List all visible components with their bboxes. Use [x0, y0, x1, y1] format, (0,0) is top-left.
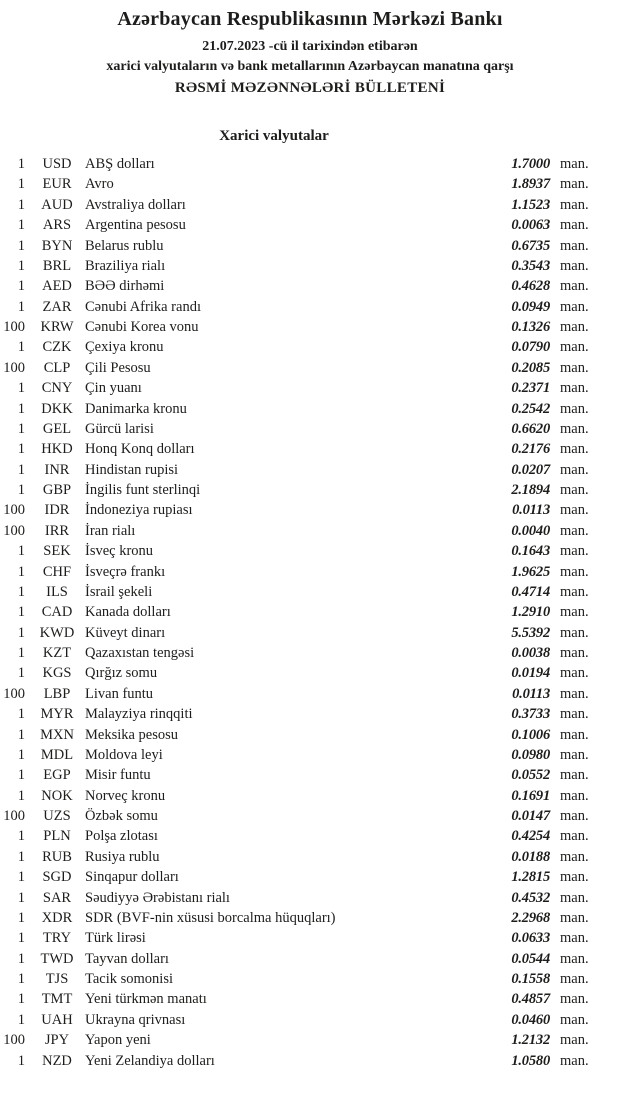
table-row	[0, 419, 620, 439]
currency-code: RUB	[42, 848, 72, 865]
unit-label: man.	[560, 767, 589, 784]
currency-code: AUD	[41, 196, 73, 213]
quantity-value: 1	[17, 665, 25, 682]
currency-code: PLN	[43, 828, 71, 845]
quantity-value: 100	[3, 359, 25, 376]
table-row	[0, 1010, 620, 1030]
currency-code: LBP	[43, 685, 71, 702]
currency-name: Özbək somu	[85, 808, 158, 824]
unit-label: man.	[560, 359, 589, 376]
document-header	[0, 0, 620, 98]
rate-value: 0.0038	[511, 645, 550, 661]
quantity-value: 1	[17, 889, 25, 906]
currency-name: Meksika pesosu	[85, 726, 179, 743]
currency-name: Qazaxıstan tengəsi	[85, 645, 195, 661]
rate-value: 0.6735	[511, 237, 550, 254]
unit-label: man.	[560, 685, 589, 702]
quantity-value: 1	[17, 400, 25, 417]
quantity-value: 1	[17, 604, 25, 621]
quantity-value: 1	[17, 543, 25, 560]
table-row	[0, 684, 620, 704]
bulletin-title: RƏSMİ MƏZƏNNƏLƏRİ BÜLLETENİ	[174, 80, 446, 96]
currency-name: Hindistan rupisi	[85, 461, 179, 478]
unit-label: man.	[560, 1032, 589, 1049]
currency-code: XDR	[41, 909, 73, 926]
table-row	[0, 867, 620, 887]
currency-name: Yeni Zelandiya dolları	[85, 1052, 215, 1069]
table-row	[0, 826, 620, 846]
currency-name: Argentina pesosu	[85, 217, 186, 234]
currency-code: HKD	[41, 441, 73, 458]
currency-name: Çili Pesosu	[85, 359, 151, 376]
currency-code: GBP	[42, 482, 72, 498]
table-row	[0, 521, 620, 541]
currency-name: Malayziya rinqqiti	[85, 706, 193, 723]
currency-name: İndoneziya rupiası	[85, 502, 193, 519]
rate-value: 0.0207	[511, 461, 550, 478]
table-row	[0, 337, 620, 357]
currency-name: İsveçrə frankı	[85, 563, 166, 580]
unit-label: man.	[560, 787, 589, 804]
table-row	[0, 236, 620, 256]
currency-name: Küveyt dinarı	[85, 624, 166, 641]
currency-code: AED	[42, 278, 72, 295]
quantity-value: 100	[3, 522, 25, 539]
bank-name-title: Azərbaycan Respublikasının Mərkəzi Bankı	[117, 8, 503, 30]
unit-label: man.	[560, 441, 589, 458]
table-row	[0, 725, 620, 745]
quantity-value: 1	[17, 848, 25, 865]
currency-name: BƏƏ dirhəmi	[85, 278, 165, 295]
unit-label: man.	[560, 909, 589, 926]
currency-code: NOK	[41, 787, 73, 804]
currency-name: Avro	[85, 176, 114, 193]
rate-value: 0.0633	[511, 930, 550, 947]
quantity-value: 100	[3, 808, 25, 824]
quantity-value: 1	[17, 441, 25, 458]
currency-code: ZAR	[42, 298, 72, 315]
currency-name: Çin yuanı	[85, 380, 142, 397]
unit-label: man.	[560, 217, 589, 234]
table-row	[0, 378, 620, 398]
quantity-value: 1	[17, 624, 25, 641]
table-row	[0, 1051, 620, 1071]
unit-label: man.	[560, 991, 589, 1008]
unit-label: man.	[560, 176, 589, 193]
rate-value: 1.1523	[511, 196, 550, 213]
currency-code: MDL	[40, 746, 74, 763]
unit-label: man.	[560, 889, 589, 906]
unit-label: man.	[560, 319, 589, 335]
quantity-value: 1	[17, 482, 25, 498]
currency-code: KZT	[42, 645, 72, 661]
table-row	[0, 949, 620, 969]
rate-value: 1.8937	[511, 176, 550, 193]
table-row	[0, 908, 620, 928]
quantity-value: 1	[17, 1011, 25, 1028]
unit-label: man.	[560, 1052, 589, 1069]
currency-code: EUR	[42, 176, 72, 193]
rate-value: 0.0063	[511, 217, 550, 234]
unit-label: man.	[560, 706, 589, 723]
quantity-value: 100	[3, 319, 25, 335]
rate-value: 0.4628	[511, 278, 550, 295]
currency-code: GEL	[42, 420, 72, 437]
quantity-value: 1	[17, 950, 25, 967]
quantity-value: 1	[17, 583, 25, 600]
currency-name: İsrail şekeli	[85, 583, 153, 600]
rate-value: 0.2176	[511, 441, 550, 458]
rate-value: 0.0980	[511, 746, 550, 763]
quantity-value: 100	[3, 1032, 25, 1049]
rate-value: 0.2542	[511, 400, 550, 417]
rate-value: 1.0580	[511, 1052, 550, 1069]
section-title-foreign-currencies: Xarici valyutalar	[219, 128, 329, 144]
table-row	[0, 1030, 620, 1050]
unit-label: man.	[560, 971, 589, 987]
table-row	[0, 480, 620, 500]
quantity-value: 1	[17, 380, 25, 397]
currency-code: BRL	[42, 257, 72, 274]
unit-label: man.	[560, 339, 589, 356]
currency-code: DKK	[41, 400, 73, 417]
currency-code: ILS	[46, 583, 68, 600]
quantity-value: 1	[17, 930, 25, 947]
rate-value: 2.1894	[511, 482, 550, 498]
quantity-value: 1	[17, 869, 25, 886]
quantity-value: 1	[17, 1052, 25, 1069]
currency-code: KWD	[39, 624, 75, 641]
table-row	[0, 602, 620, 622]
rates-table	[0, 154, 620, 1071]
rate-value: 0.0790	[511, 339, 550, 356]
table-row	[0, 256, 620, 276]
table-row	[0, 765, 620, 785]
rate-value: 0.0040	[511, 522, 550, 539]
table-row	[0, 623, 620, 643]
rate-value: 0.0552	[511, 767, 550, 784]
currency-name: Moldova leyi	[85, 746, 163, 763]
table-row	[0, 358, 620, 378]
currency-name: İsveç kronu	[85, 543, 154, 560]
currency-code: TRY	[42, 930, 72, 947]
currency-name: Sinqapur dolları	[85, 869, 179, 886]
currency-name: Cənubi Korea vonu	[85, 319, 199, 335]
quantity-value: 1	[17, 217, 25, 234]
currency-name: Səudiyyə Ərəbistanı rialı	[85, 889, 230, 906]
currency-name: Avstraliya dolları	[85, 196, 186, 213]
quantity-value: 1	[17, 746, 25, 763]
unit-label: man.	[560, 746, 589, 763]
unit-label: man.	[560, 950, 589, 967]
table-row	[0, 847, 620, 867]
unit-label: man.	[560, 522, 589, 539]
quantity-value: 1	[17, 278, 25, 295]
table-row	[0, 745, 620, 765]
rate-value: 5.5392	[511, 624, 550, 641]
rate-value: 0.3733	[511, 706, 550, 723]
rate-value: 0.2085	[511, 359, 550, 376]
currency-code: CHF	[42, 563, 72, 580]
quantity-value: 1	[17, 156, 25, 172]
unit-label: man.	[560, 563, 589, 580]
rate-value: 0.0544	[511, 950, 550, 967]
quantity-value: 1	[17, 420, 25, 437]
currency-code: EGP	[43, 767, 71, 784]
currency-code: SAR	[42, 889, 72, 906]
unit-label: man.	[560, 848, 589, 865]
quantity-value: 1	[17, 991, 25, 1008]
unit-label: man.	[560, 461, 589, 478]
quantity-value: 1	[17, 339, 25, 356]
quantity-value: 1	[17, 767, 25, 784]
rate-value: 0.0949	[511, 298, 550, 315]
quantity-value: 1	[17, 828, 25, 845]
table-row	[0, 195, 620, 215]
table-row	[0, 317, 620, 337]
rate-value: 1.2132	[511, 1032, 550, 1049]
currency-code: JPY	[44, 1032, 70, 1049]
currency-name: Honq Konq dolları	[85, 441, 195, 458]
currency-name: Gürcü larisi	[85, 420, 154, 437]
quantity-value: 1	[17, 563, 25, 580]
rate-value: 1.9625	[511, 563, 550, 580]
rate-value: 0.4857	[511, 991, 550, 1008]
rate-value: 0.6620	[511, 420, 550, 437]
currency-code: KRW	[40, 319, 74, 335]
currency-code: IDR	[44, 502, 70, 519]
table-row	[0, 460, 620, 480]
currency-code: CLP	[43, 359, 71, 376]
rate-value: 1.7000	[511, 156, 550, 172]
quantity-value: 1	[17, 706, 25, 723]
unit-label: man.	[560, 665, 589, 682]
rate-value: 0.1006	[511, 726, 550, 743]
unit-label: man.	[560, 583, 589, 600]
quantity-value: 1	[17, 909, 25, 926]
currency-name: Norveç kronu	[85, 787, 166, 804]
currency-code: USD	[42, 156, 72, 172]
unit-label: man.	[560, 869, 589, 886]
currency-code: NZD	[42, 1052, 72, 1069]
currency-name: Cənubi Afrika randı	[85, 298, 201, 315]
currency-name: SDR (BVF-nin xüsusi borcalma hüquqları)	[85, 909, 336, 926]
currency-name: Çexiya kronu	[85, 339, 164, 356]
rate-value: 2.2968	[511, 909, 550, 926]
unit-label: man.	[560, 645, 589, 661]
table-row	[0, 297, 620, 317]
unit-label: man.	[560, 420, 589, 437]
quantity-value: 1	[17, 257, 25, 274]
unit-label: man.	[560, 828, 589, 845]
currency-code: MXN	[40, 726, 74, 743]
currency-code: CZK	[42, 339, 72, 356]
currency-name: İngilis funt sterlinqi	[85, 482, 201, 498]
subject-line: xarici valyutaların və bank metallarının Azərbaycan manatına qarşı	[106, 59, 514, 74]
quantity-value: 1	[17, 726, 25, 743]
quantity-value: 1	[17, 461, 25, 478]
rate-value: 0.1643	[511, 543, 550, 560]
table-row	[0, 663, 620, 683]
unit-label: man.	[560, 930, 589, 947]
table-row	[0, 276, 620, 296]
currency-code: TJS	[45, 971, 69, 987]
currency-name: Rusiya rublu	[85, 848, 160, 865]
quantity-value: 1	[17, 196, 25, 213]
unit-label: man.	[560, 237, 589, 254]
unit-label: man.	[560, 482, 589, 498]
rate-value: 0.1558	[511, 971, 550, 987]
unit-label: man.	[560, 543, 589, 560]
currency-name: Tayvan dolları	[85, 950, 169, 967]
table-row	[0, 399, 620, 419]
quantity-value: 1	[17, 645, 25, 661]
currency-name: Ukrayna qrivnası	[85, 1011, 186, 1028]
table-row	[0, 888, 620, 908]
rate-value: 0.2371	[511, 380, 550, 397]
rate-value: 0.4254	[511, 828, 550, 845]
unit-label: man.	[560, 624, 589, 641]
currency-code: BYN	[41, 237, 73, 254]
currency-code: UAH	[41, 1011, 73, 1028]
currency-code: TWD	[40, 950, 74, 967]
quantity-value: 1	[17, 176, 25, 193]
unit-label: man.	[560, 257, 589, 274]
table-row	[0, 989, 620, 1009]
table-row	[0, 928, 620, 948]
rate-value: 0.0194	[511, 665, 550, 682]
currency-name: İran rialı	[85, 522, 136, 539]
rate-value: 0.1691	[511, 787, 550, 804]
table-row	[0, 562, 620, 582]
currency-name: Kanada dolları	[85, 604, 171, 621]
rate-value: 0.0188	[511, 848, 550, 865]
unit-label: man.	[560, 196, 589, 213]
table-row	[0, 704, 620, 724]
unit-label: man.	[560, 400, 589, 417]
rate-value: 0.3543	[511, 257, 550, 274]
rate-value: 0.0147	[511, 808, 550, 824]
currency-code: KGS	[42, 665, 72, 682]
rate-value: 1.2815	[511, 869, 550, 886]
unit-label: man.	[560, 1011, 589, 1028]
quantity-value: 1	[17, 787, 25, 804]
currency-code: UZS	[43, 808, 71, 824]
unit-label: man.	[560, 298, 589, 315]
quantity-value: 1	[17, 971, 25, 987]
table-row	[0, 643, 620, 663]
quantity-value: 1	[17, 237, 25, 254]
currency-name: Belarus rublu	[85, 237, 164, 254]
currency-name: Türk lirəsi	[85, 930, 146, 947]
table-row	[0, 806, 620, 826]
table-row	[0, 154, 620, 174]
quantity-value: 1	[17, 298, 25, 315]
unit-label: man.	[560, 604, 589, 621]
unit-label: man.	[560, 380, 589, 397]
table-row	[0, 786, 620, 806]
table-row	[0, 500, 620, 520]
currency-code: CNY	[41, 380, 73, 397]
currency-name: ABŞ dolları	[85, 156, 155, 172]
unit-label: man.	[560, 726, 589, 743]
currency-name: Yeni türkmən manatı	[85, 991, 207, 1008]
rate-value: 0.4532	[511, 889, 550, 906]
currency-name: Braziliya rialı	[85, 257, 166, 274]
currency-name: Qırğız somu	[85, 665, 158, 682]
rate-value: 0.4714	[511, 583, 550, 600]
table-row	[0, 582, 620, 602]
currency-name: Livan funtu	[85, 685, 154, 702]
currency-name: Danimarka kronu	[85, 400, 187, 417]
quantity-value: 100	[3, 685, 25, 702]
table-row	[0, 541, 620, 561]
rate-value: 0.0460	[511, 1011, 550, 1028]
currency-name: Polşa zlotası	[85, 828, 158, 845]
unit-label: man.	[560, 156, 589, 172]
unit-label: man.	[560, 808, 589, 824]
rate-value: 0.0113	[512, 685, 550, 702]
quantity-value: 100	[3, 502, 25, 519]
table-row	[0, 174, 620, 194]
rate-value: 1.2910	[511, 604, 550, 621]
currency-name: Yapon yeni	[85, 1032, 151, 1049]
currency-code: MYR	[40, 706, 74, 723]
table-row	[0, 439, 620, 459]
currency-code: CAD	[41, 604, 73, 621]
rate-value: 0.1326	[511, 319, 550, 335]
currency-code: TMT	[41, 991, 73, 1008]
effective-date-line: 21.07.2023 -cü il tarixindən etibarən	[202, 39, 418, 54]
currency-code: SEK	[43, 543, 71, 560]
currency-name: Tacik somonisi	[85, 971, 173, 987]
currency-name: Misir funtu	[85, 767, 151, 784]
unit-label: man.	[560, 278, 589, 295]
currency-code: ARS	[42, 217, 72, 234]
unit-label: man.	[560, 502, 589, 519]
currency-code: IRR	[44, 522, 70, 539]
currency-code: INR	[44, 461, 70, 478]
table-row	[0, 215, 620, 235]
table-row	[0, 969, 620, 989]
rate-value: 0.0113	[512, 502, 550, 519]
currency-code: SGD	[42, 869, 72, 886]
